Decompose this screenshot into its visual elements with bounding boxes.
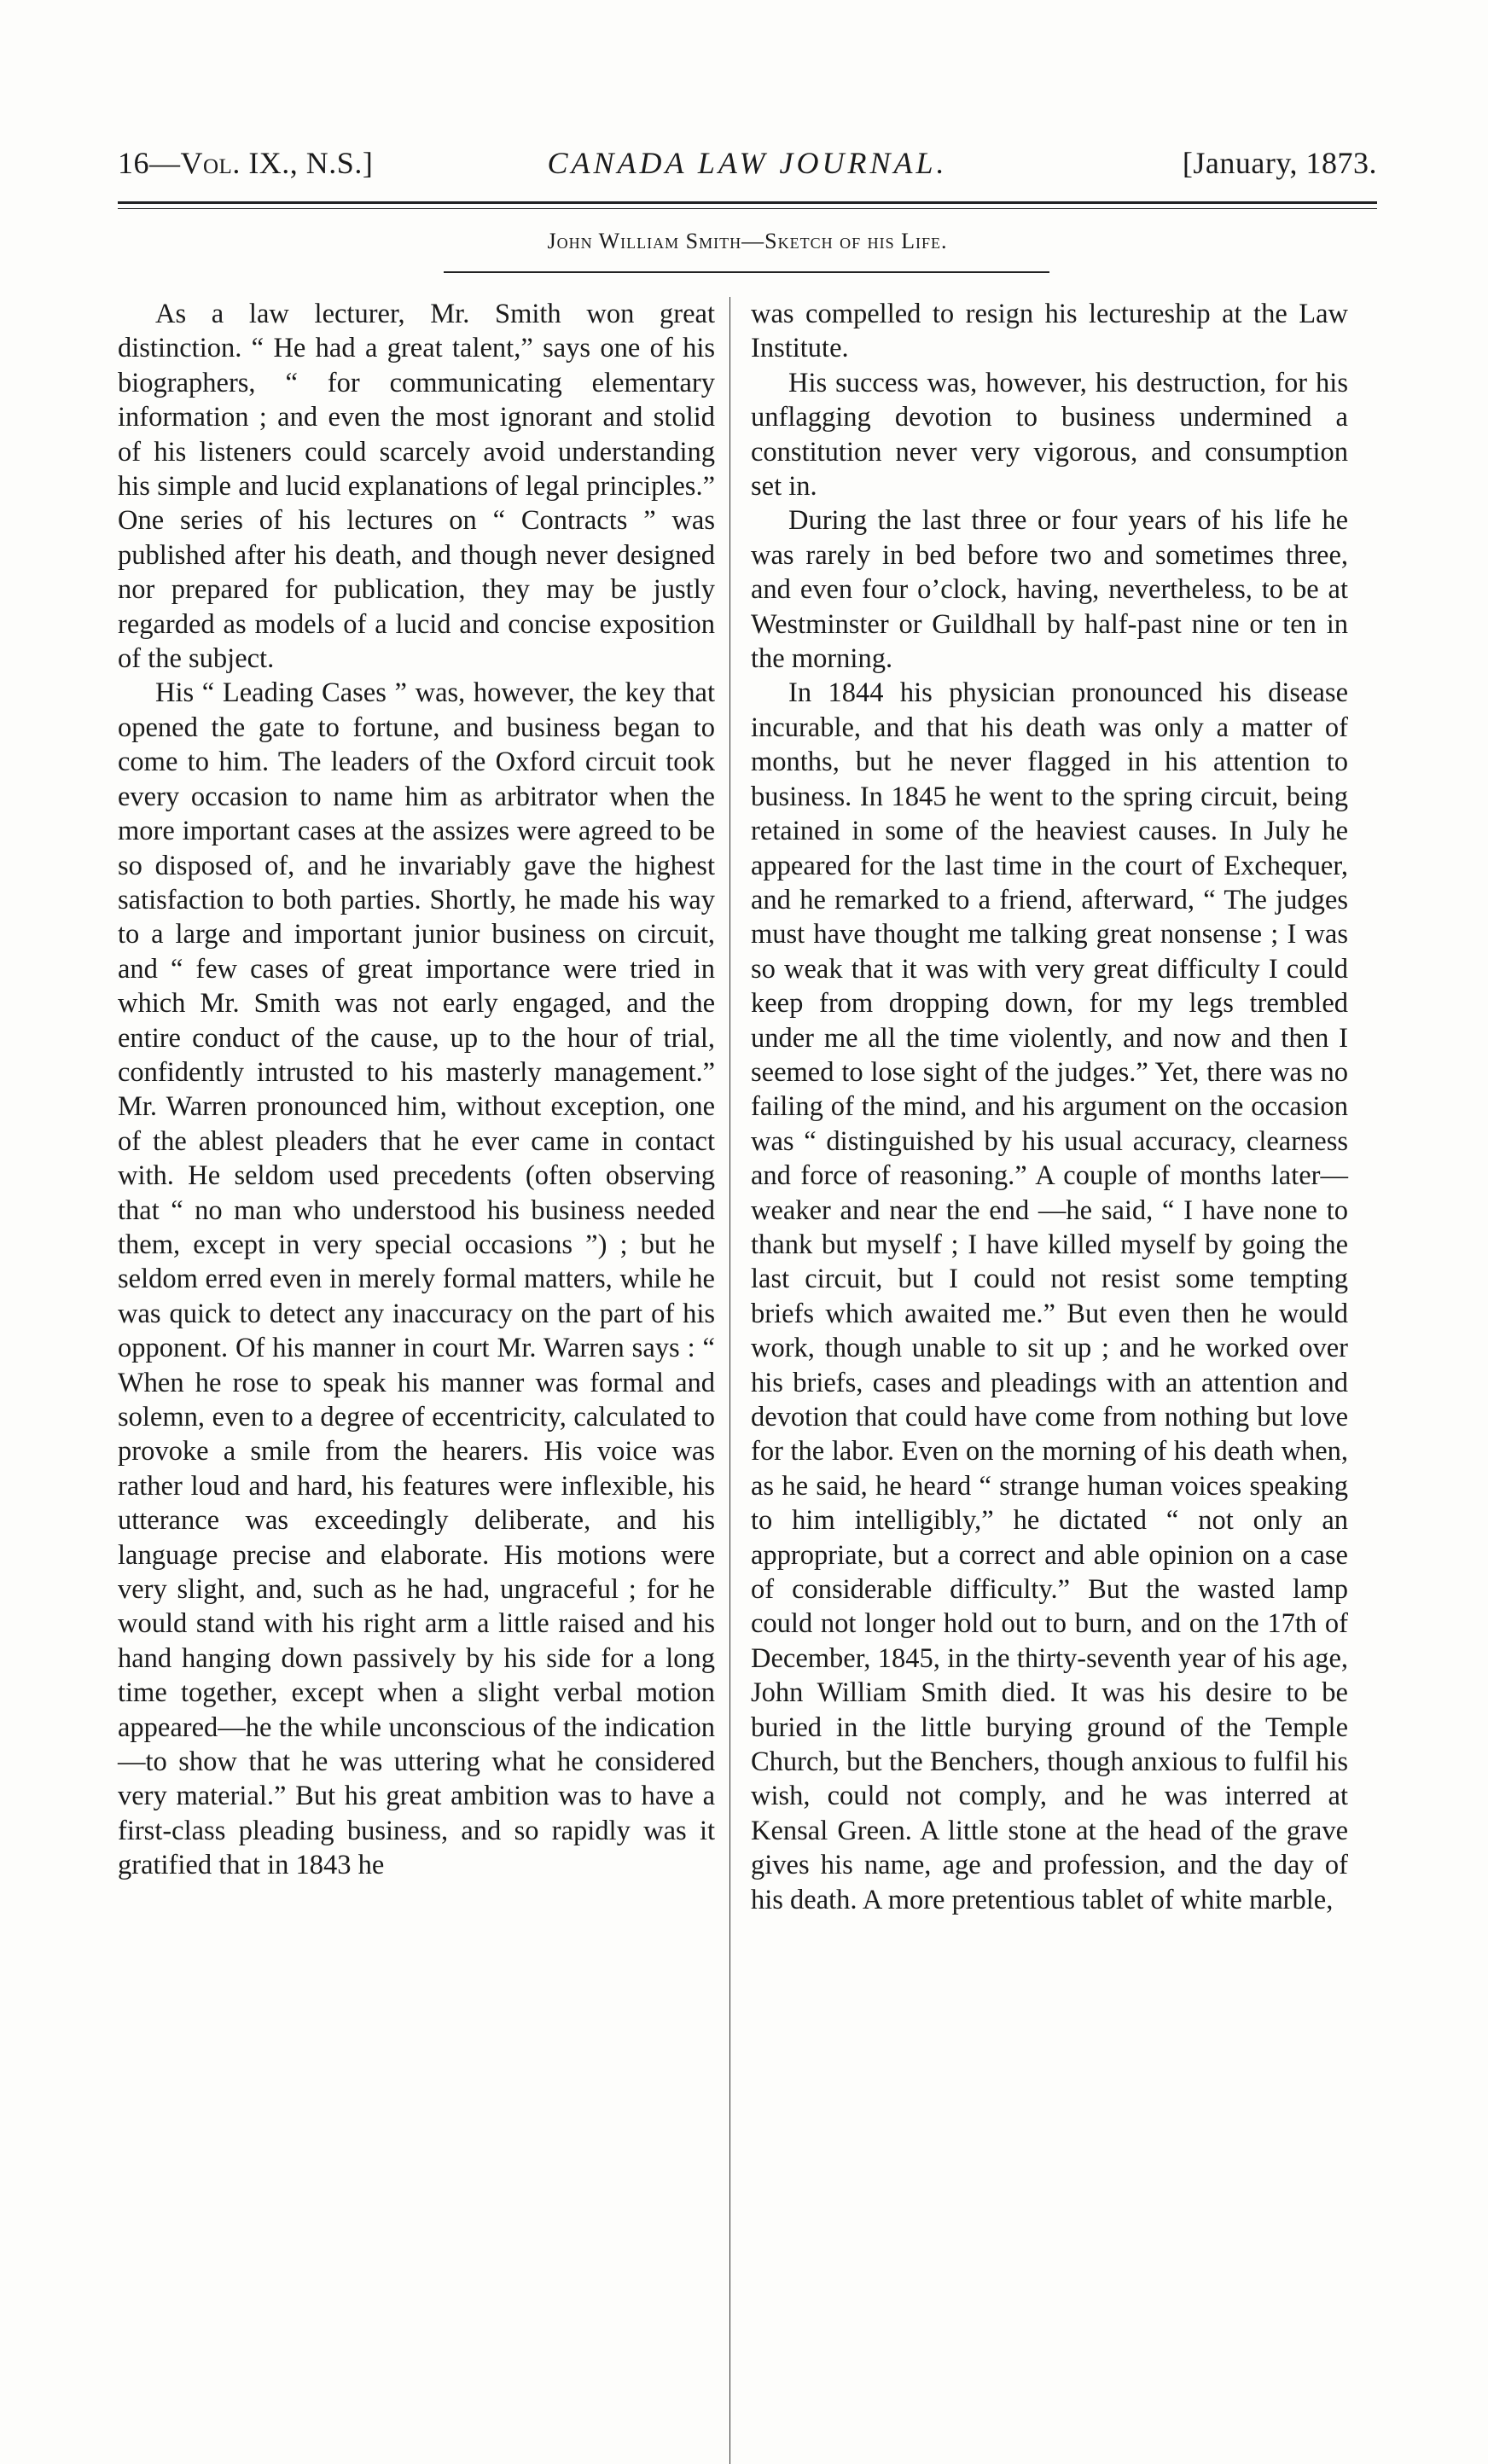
header-rule-thick xyxy=(118,201,1377,204)
header-rule-thin xyxy=(118,208,1377,209)
paragraph-continued: was compelled to resign his lectureship at the Law Institute. xyxy=(751,299,1348,364)
paragraph: In 1844 his physician pronounced his disease incurable, and that his death was only a matter of months, but he never flagged in his attention to business. In 1845 he went to the spring circuit, being retained in some of the heaviest causes. In July he appeared for the last time in the court of Exchequer, and he remarked to a friend, afterward, “ The judges must have thought me talking great nonsense ; I was so weak that it was with very great difficulty I could keep from dropping down, for my legs trembled under me all the time violently, and now and then I seemed to lose sight of the judges.” Yet, there was no failing of the mind, and his argument on the occasion was “ distinguished by his usual accuracy, clearness and force of reasoning.” A couple of months later—weaker and near the end —he said, “ I have none to thank but myself ; I have killed myself by going the last circuit, but I could not resist some tempting briefs which awaited me.” But even then he would work, though unable to sit up ; and he worked over his briefs, cases and pleadings with an attention and devotion that could have come from nothing but love for the labor. Even on the morning of his death when, as he said, he heard “ strange human voices speaking to him intelligibly,” he dictated “ not only an appropriate, but a correct and able opinion on a case of considerable difficulty.” But the wasted lamp could not longer hold out to burn, and on the 17th of December, 1845, in the thirty-seventh year of his age, John William Smith died. It was his desire to be buried in the little burying ground of the Temple Church, but the Benchers, though anxious to fulfil his wish, could not comply, and he was interred at Kensal Green. A little stone at the head of the grave gives his name, age and profession, and the day of his death. A more pretentious tablet of white marble, xyxy=(751,677,1348,1915)
column-divider xyxy=(729,297,730,2464)
issue-date: [January, 1873. xyxy=(1182,146,1377,180)
article-subheading: John William Smith—Sketch of his Life. xyxy=(547,229,948,253)
subheading-rule xyxy=(444,271,1049,273)
left-column xyxy=(118,297,715,1883)
paragraph: His “ Leading Cases ” was, however, the key that opened the gate to fortune, and business began to come to him. The leaders of the Oxford circuit took every occasion to name him as arbitrator when the more important cases at the assizes were agreed to be so disposed of, and he invariably gave the highest satisfaction to both parties. Shortly, he made his way to a large and important junior business on circuit, and “ few cases of great importance were tried in which Mr. Smith was not early engaged, and the entire conduct of the cause, up to the hour of trial, confidently intrusted to his masterly management.” Mr. Warren pronounced him, without exception, one of the ablest pleaders that he ever came in contact with. He seldom used precedents (often observing that “ no man who understood his business needed them, except in very special occasions ”) ; but he seldom erred even in merely formal matters, while he was quick to detect any inaccuracy on the part of his opponent. Of his manner in court Mr. Warren says : “ When he rose to speak his manner was formal and solemn, even to a degree of eccentricity, calculated to provoke a smile from the hearers. His voice was rather loud and hard, his features were inflexible, his utterance was exceedingly deliberate, and his language precise and elaborate. His motions were very slight, and, such as he had, ungraceful ; for he would stand with his right arm a little raised and his hand hanging down passively by his side for a long time together, except when a slight verbal motion appeared—he the while unconscious of the indication—to show that he was uttering what he considered very material.” But his great ambition was to have a first-class pleading business, and so rapidly was it gratified that in 1843 he xyxy=(118,677,715,1881)
right-column xyxy=(751,297,1348,1917)
paragraph: As a law lecturer, Mr. Smith won great distinction. “ He had a great talent,” says one of his biographers, “ for communicating elementary information ; and even the most ignorant and stolid of his listeners could scarcely avoid understanding his simple and lucid explanations of legal principles.” One series of his lectures on “ Contracts ” was published after his death, and though never designed nor prepared for publication, they may be justly regarded as models of a lucid and concise exposition of the subject. xyxy=(118,299,715,675)
page-reference: 16—Vol. IX., N.S.] xyxy=(118,146,374,180)
paragraph: During the last three or four years of his life he was rarely in bed before two and sometimes three, and even four o’clock, having, nevertheless, to be at Westminster or Guildhall by half-past nine or ten in the morning. xyxy=(751,505,1348,675)
journal-title: CANADA LAW JOURNAL. xyxy=(547,146,948,180)
running-header xyxy=(118,145,1377,191)
paragraph: His success was, however, his destruction, for his unflagging devotion to business undermined a constitution never very vigorous, and consumption set in. xyxy=(751,367,1348,503)
